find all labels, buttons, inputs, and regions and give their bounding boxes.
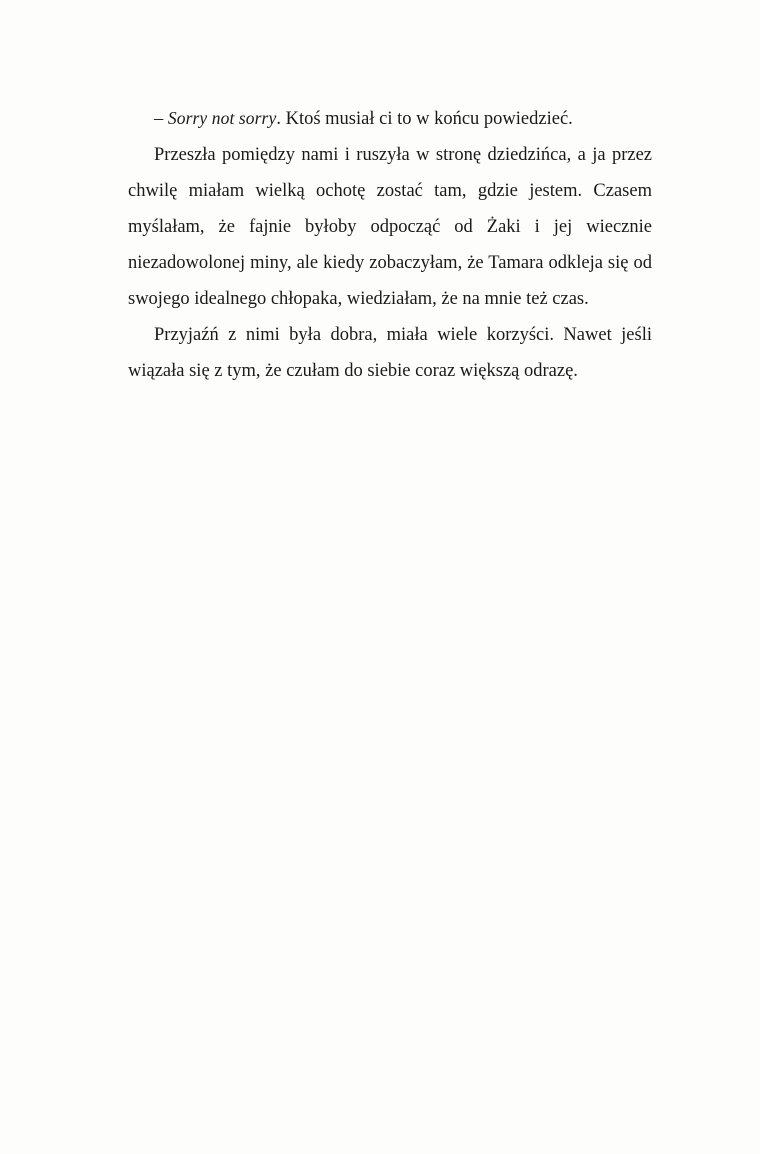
paragraph-2: Przeszła pomiędzy nami i ruszyła w stronę dziedzińca, a ja przez chwilę miałam wielką ochotę zostać tam, gdzie jestem. Czasem myślałam, że fajnie byłoby odpocząć od Żaki i jej wiecznie niezadowolonej miny, ale kiedy zobaczyłam, że Tamara odkleja się od swojego idealnego chłopaka, wiedziałam, że na mnie też czas.	[128, 145, 652, 309]
page-text-body	[128, 100, 652, 389]
paragraph-1-rest: . Ktoś musiał ci to w końcu powiedzieć.	[276, 109, 573, 129]
paragraph-3: Przyjaźń z nimi była dobra, miała wiele korzyści. Nawet jeśli wiązała się z tym, że czułam do siebie coraz większą odrazę.	[128, 325, 652, 381]
paragraph-1	[128, 100, 652, 137]
em-dash: –	[154, 109, 168, 129]
italic-phrase: Sorry not sorry	[167, 108, 277, 128]
